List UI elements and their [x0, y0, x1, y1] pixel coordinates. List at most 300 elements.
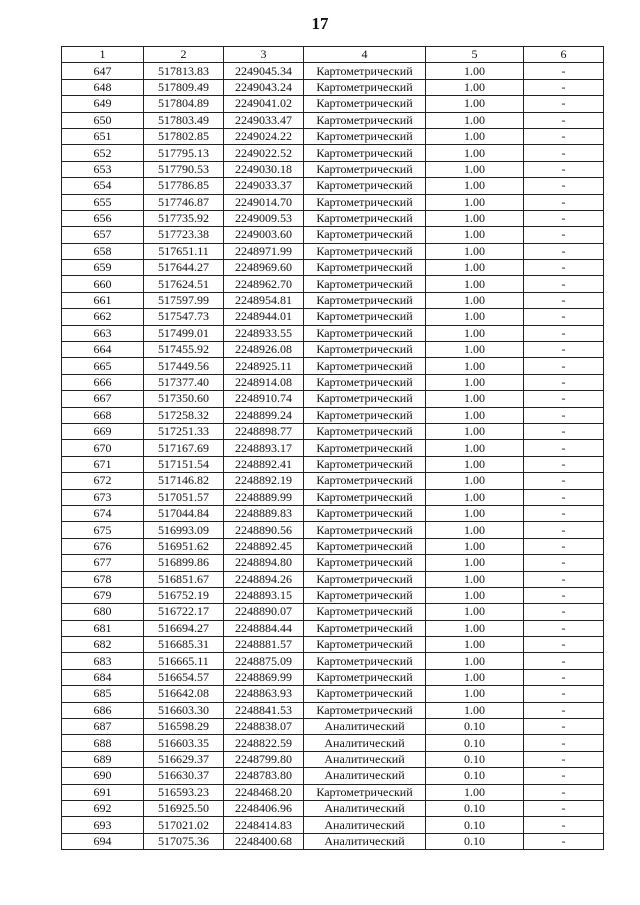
table-row — [62, 358, 604, 374]
method-cell: Картометрический — [304, 637, 426, 653]
accuracy-cell: 1.00 — [426, 178, 524, 194]
y-coordinate-cell: 2248914.08 — [224, 374, 304, 390]
y-coordinate-cell: 2249033.37 — [224, 178, 304, 194]
accuracy-cell: 1.00 — [426, 194, 524, 210]
description-cell: - — [524, 243, 604, 259]
point-number-cell: 681 — [62, 620, 144, 636]
y-coordinate-cell: 2248400.68 — [224, 833, 304, 849]
table-row — [62, 587, 604, 603]
table-row — [62, 423, 604, 439]
x-coordinate-cell: 517735.92 — [144, 210, 224, 226]
point-number-cell: 692 — [62, 800, 144, 816]
description-cell: - — [524, 407, 604, 423]
table-row — [62, 751, 604, 767]
table-row — [62, 63, 604, 79]
x-coordinate-cell: 516598.29 — [144, 719, 224, 735]
point-number-cell: 653 — [62, 161, 144, 177]
table-row — [62, 637, 604, 653]
point-number-cell: 680 — [62, 604, 144, 620]
y-coordinate-cell: 2248822.59 — [224, 735, 304, 751]
table-row — [62, 374, 604, 390]
description-cell: - — [524, 571, 604, 587]
description-cell: - — [524, 325, 604, 341]
point-number-cell: 687 — [62, 719, 144, 735]
method-cell: Картометрический — [304, 161, 426, 177]
x-coordinate-cell: 516899.86 — [144, 555, 224, 571]
method-cell: Картометрический — [304, 407, 426, 423]
point-number-cell: 658 — [62, 243, 144, 259]
table-row — [62, 276, 604, 292]
y-coordinate-cell: 2249003.60 — [224, 227, 304, 243]
description-cell: - — [524, 702, 604, 718]
method-cell: Картометрический — [304, 555, 426, 571]
point-number-cell: 657 — [62, 227, 144, 243]
x-coordinate-cell: 516722.17 — [144, 604, 224, 620]
table-row — [62, 833, 604, 849]
x-coordinate-cell: 517802.85 — [144, 128, 224, 144]
column-header-6: 6 — [524, 47, 604, 63]
y-coordinate-cell: 2248890.07 — [224, 604, 304, 620]
y-coordinate-cell: 2248962.70 — [224, 276, 304, 292]
y-coordinate-cell: 2248971.99 — [224, 243, 304, 259]
x-coordinate-cell: 517044.84 — [144, 505, 224, 521]
description-cell: - — [524, 358, 604, 374]
accuracy-cell: 1.00 — [426, 128, 524, 144]
point-number-cell: 671 — [62, 456, 144, 472]
x-coordinate-cell: 517803.49 — [144, 112, 224, 128]
y-coordinate-cell: 2248944.01 — [224, 309, 304, 325]
method-cell: Аналитический — [304, 719, 426, 735]
point-number-cell: 650 — [62, 112, 144, 128]
point-number-cell: 660 — [62, 276, 144, 292]
y-coordinate-cell: 2248894.80 — [224, 555, 304, 571]
y-coordinate-cell: 2248468.20 — [224, 784, 304, 800]
x-coordinate-cell: 516752.19 — [144, 587, 224, 603]
point-number-cell: 694 — [62, 833, 144, 849]
method-cell: Картометрический — [304, 79, 426, 95]
x-coordinate-cell: 516603.35 — [144, 735, 224, 751]
accuracy-cell: 1.00 — [426, 391, 524, 407]
column-header-1: 1 — [62, 47, 144, 63]
y-coordinate-cell: 2248910.74 — [224, 391, 304, 407]
description-cell: - — [524, 276, 604, 292]
point-number-cell: 663 — [62, 325, 144, 341]
accuracy-cell: 1.00 — [426, 571, 524, 587]
accuracy-cell: 1.00 — [426, 145, 524, 161]
method-cell: Картометрический — [304, 473, 426, 489]
point-number-cell: 691 — [62, 784, 144, 800]
method-cell: Картометрический — [304, 653, 426, 669]
accuracy-cell: 1.00 — [426, 555, 524, 571]
x-coordinate-cell: 517809.49 — [144, 79, 224, 95]
accuracy-cell: 1.00 — [426, 358, 524, 374]
point-number-cell: 648 — [62, 79, 144, 95]
y-coordinate-cell: 2248893.15 — [224, 587, 304, 603]
accuracy-cell: 1.00 — [426, 292, 524, 308]
point-number-cell: 679 — [62, 587, 144, 603]
method-cell: Картометрический — [304, 374, 426, 390]
description-cell: - — [524, 374, 604, 390]
table-row — [62, 342, 604, 358]
x-coordinate-cell: 517624.51 — [144, 276, 224, 292]
table-row — [62, 538, 604, 554]
point-number-cell: 678 — [62, 571, 144, 587]
point-number-cell: 659 — [62, 260, 144, 276]
table-row — [62, 194, 604, 210]
accuracy-cell: 1.00 — [426, 374, 524, 390]
description-cell: - — [524, 719, 604, 735]
method-cell: Аналитический — [304, 751, 426, 767]
point-number-cell: 661 — [62, 292, 144, 308]
method-cell: Аналитический — [304, 833, 426, 849]
description-cell: - — [524, 604, 604, 620]
method-cell: Картометрический — [304, 178, 426, 194]
point-number-cell: 673 — [62, 489, 144, 505]
x-coordinate-cell: 517644.27 — [144, 260, 224, 276]
accuracy-cell: 0.10 — [426, 800, 524, 816]
table-row — [62, 325, 604, 341]
accuracy-cell: 1.00 — [426, 620, 524, 636]
table-row — [62, 620, 604, 636]
x-coordinate-cell: 516642.08 — [144, 686, 224, 702]
point-number-cell: 654 — [62, 178, 144, 194]
x-coordinate-cell: 517449.56 — [144, 358, 224, 374]
method-cell: Картометрический — [304, 456, 426, 472]
x-coordinate-cell: 517651.11 — [144, 243, 224, 259]
x-coordinate-cell: 516593.23 — [144, 784, 224, 800]
table-row — [62, 227, 604, 243]
description-cell: - — [524, 145, 604, 161]
table-row — [62, 112, 604, 128]
table-row — [62, 456, 604, 472]
accuracy-cell: 1.00 — [426, 686, 524, 702]
table-row — [62, 768, 604, 784]
point-number-cell: 688 — [62, 735, 144, 751]
x-coordinate-cell: 516993.09 — [144, 522, 224, 538]
description-cell: - — [524, 79, 604, 95]
x-coordinate-cell: 516654.57 — [144, 669, 224, 685]
table-row — [62, 604, 604, 620]
description-cell: - — [524, 178, 604, 194]
table-row — [62, 817, 604, 833]
table-row — [62, 407, 604, 423]
description-cell: - — [524, 440, 604, 456]
description-cell: - — [524, 800, 604, 816]
y-coordinate-cell: 2249043.24 — [224, 79, 304, 95]
method-cell: Картометрический — [304, 587, 426, 603]
description-cell: - — [524, 96, 604, 112]
method-cell: Аналитический — [304, 817, 426, 833]
x-coordinate-cell: 517746.87 — [144, 194, 224, 210]
method-cell: Картометрический — [304, 505, 426, 521]
table-row — [62, 522, 604, 538]
point-number-cell: 690 — [62, 768, 144, 784]
method-cell: Картометрический — [304, 358, 426, 374]
x-coordinate-cell: 517377.40 — [144, 374, 224, 390]
point-number-cell: 675 — [62, 522, 144, 538]
point-number-cell: 667 — [62, 391, 144, 407]
y-coordinate-cell: 2248898.77 — [224, 423, 304, 439]
point-number-cell: 685 — [62, 686, 144, 702]
accuracy-cell: 1.00 — [426, 456, 524, 472]
coordinates-table — [61, 46, 604, 850]
x-coordinate-cell: 517723.38 — [144, 227, 224, 243]
description-cell: - — [524, 817, 604, 833]
x-coordinate-cell: 517051.57 — [144, 489, 224, 505]
point-number-cell: 665 — [62, 358, 144, 374]
y-coordinate-cell: 2248841.53 — [224, 702, 304, 718]
accuracy-cell: 1.00 — [426, 637, 524, 653]
method-cell: Картометрический — [304, 604, 426, 620]
x-coordinate-cell: 516665.11 — [144, 653, 224, 669]
y-coordinate-cell: 2248892.45 — [224, 538, 304, 554]
y-coordinate-cell: 2249033.47 — [224, 112, 304, 128]
point-number-cell: 651 — [62, 128, 144, 144]
table-row — [62, 128, 604, 144]
table-row — [62, 653, 604, 669]
table-row — [62, 96, 604, 112]
accuracy-cell: 1.00 — [426, 784, 524, 800]
y-coordinate-cell: 2248925.11 — [224, 358, 304, 374]
method-cell: Картометрический — [304, 522, 426, 538]
method-cell: Картометрический — [304, 342, 426, 358]
accuracy-cell: 1.00 — [426, 243, 524, 259]
y-coordinate-cell: 2249014.70 — [224, 194, 304, 210]
description-cell: - — [524, 260, 604, 276]
page-number: 17 — [311, 14, 329, 33]
table-header-row — [62, 47, 604, 63]
x-coordinate-cell: 517804.89 — [144, 96, 224, 112]
description-cell: - — [524, 637, 604, 653]
accuracy-cell: 1.00 — [426, 227, 524, 243]
x-coordinate-cell: 516951.62 — [144, 538, 224, 554]
point-number-cell: 655 — [62, 194, 144, 210]
y-coordinate-cell: 2248783.80 — [224, 768, 304, 784]
accuracy-cell: 1.00 — [426, 587, 524, 603]
method-cell: Картометрический — [304, 63, 426, 79]
method-cell: Аналитический — [304, 800, 426, 816]
description-cell: - — [524, 63, 604, 79]
description-cell: - — [524, 686, 604, 702]
y-coordinate-cell: 2248869.99 — [224, 669, 304, 685]
x-coordinate-cell: 516694.27 — [144, 620, 224, 636]
method-cell: Картометрический — [304, 423, 426, 439]
point-number-cell: 664 — [62, 342, 144, 358]
y-coordinate-cell: 2248890.56 — [224, 522, 304, 538]
y-coordinate-cell: 2248926.08 — [224, 342, 304, 358]
description-cell: - — [524, 456, 604, 472]
description-cell: - — [524, 342, 604, 358]
column-header-5: 5 — [426, 47, 524, 63]
method-cell: Картометрический — [304, 96, 426, 112]
accuracy-cell: 1.00 — [426, 538, 524, 554]
accuracy-cell: 0.10 — [426, 833, 524, 849]
point-number-cell: 662 — [62, 309, 144, 325]
accuracy-cell: 1.00 — [426, 210, 524, 226]
method-cell: Аналитический — [304, 768, 426, 784]
table-row — [62, 440, 604, 456]
point-number-cell: 672 — [62, 473, 144, 489]
accuracy-cell: 0.10 — [426, 768, 524, 784]
table-row — [62, 571, 604, 587]
table-row — [62, 784, 604, 800]
table-row — [62, 719, 604, 735]
y-coordinate-cell: 2248899.24 — [224, 407, 304, 423]
point-number-cell: 666 — [62, 374, 144, 390]
point-number-cell: 693 — [62, 817, 144, 833]
accuracy-cell: 1.00 — [426, 325, 524, 341]
description-cell: - — [524, 309, 604, 325]
description-cell: - — [524, 653, 604, 669]
y-coordinate-cell: 2248889.83 — [224, 505, 304, 521]
y-coordinate-cell: 2248406.96 — [224, 800, 304, 816]
column-header-3: 3 — [224, 47, 304, 63]
accuracy-cell: 0.10 — [426, 735, 524, 751]
y-coordinate-cell: 2248892.19 — [224, 473, 304, 489]
table-row — [62, 145, 604, 161]
method-cell: Аналитический — [304, 735, 426, 751]
table-row — [62, 735, 604, 751]
table-row — [62, 210, 604, 226]
table-body — [62, 63, 604, 850]
description-cell: - — [524, 620, 604, 636]
method-cell: Картометрический — [304, 489, 426, 505]
point-number-cell: 684 — [62, 669, 144, 685]
description-cell: - — [524, 161, 604, 177]
y-coordinate-cell: 2248894.26 — [224, 571, 304, 587]
x-coordinate-cell: 517795.13 — [144, 145, 224, 161]
accuracy-cell: 0.10 — [426, 751, 524, 767]
accuracy-cell: 1.00 — [426, 112, 524, 128]
method-cell: Картометрический — [304, 112, 426, 128]
accuracy-cell: 1.00 — [426, 79, 524, 95]
y-coordinate-cell: 2248863.93 — [224, 686, 304, 702]
method-cell: Картометрический — [304, 686, 426, 702]
description-cell: - — [524, 473, 604, 489]
table-row — [62, 243, 604, 259]
x-coordinate-cell: 517547.73 — [144, 309, 224, 325]
x-coordinate-cell: 517813.83 — [144, 63, 224, 79]
y-coordinate-cell: 2248414.83 — [224, 817, 304, 833]
accuracy-cell: 1.00 — [426, 440, 524, 456]
description-cell: - — [524, 833, 604, 849]
method-cell: Картометрический — [304, 260, 426, 276]
point-number-cell: 677 — [62, 555, 144, 571]
accuracy-cell: 0.10 — [426, 817, 524, 833]
point-number-cell: 669 — [62, 423, 144, 439]
table-row — [62, 473, 604, 489]
accuracy-cell: 1.00 — [426, 473, 524, 489]
description-cell: - — [524, 423, 604, 439]
y-coordinate-cell: 2248954.81 — [224, 292, 304, 308]
point-number-cell: 686 — [62, 702, 144, 718]
description-cell: - — [524, 522, 604, 538]
point-number-cell: 676 — [62, 538, 144, 554]
accuracy-cell: 1.00 — [426, 407, 524, 423]
accuracy-cell: 1.00 — [426, 96, 524, 112]
description-cell: - — [524, 505, 604, 521]
description-cell: - — [524, 210, 604, 226]
accuracy-cell: 1.00 — [426, 423, 524, 439]
accuracy-cell: 1.00 — [426, 505, 524, 521]
method-cell: Картометрический — [304, 145, 426, 161]
description-cell: - — [524, 735, 604, 751]
method-cell: Картометрический — [304, 571, 426, 587]
accuracy-cell: 1.00 — [426, 604, 524, 620]
column-header-2: 2 — [144, 47, 224, 63]
x-coordinate-cell: 516629.37 — [144, 751, 224, 767]
y-coordinate-cell: 2249022.52 — [224, 145, 304, 161]
column-header-4: 4 — [304, 47, 426, 63]
table-row — [62, 292, 604, 308]
y-coordinate-cell: 2248892.41 — [224, 456, 304, 472]
method-cell: Картометрический — [304, 784, 426, 800]
y-coordinate-cell: 2249045.34 — [224, 63, 304, 79]
table-row — [62, 686, 604, 702]
method-cell: Картометрический — [304, 325, 426, 341]
x-coordinate-cell: 517790.53 — [144, 161, 224, 177]
x-coordinate-cell: 517597.99 — [144, 292, 224, 308]
y-coordinate-cell: 2249030.18 — [224, 161, 304, 177]
accuracy-cell: 1.00 — [426, 276, 524, 292]
y-coordinate-cell: 2249009.53 — [224, 210, 304, 226]
table-row — [62, 505, 604, 521]
y-coordinate-cell: 2248969.60 — [224, 260, 304, 276]
method-cell: Картометрический — [304, 702, 426, 718]
accuracy-cell: 1.00 — [426, 63, 524, 79]
x-coordinate-cell: 517499.01 — [144, 325, 224, 341]
description-cell: - — [524, 391, 604, 407]
accuracy-cell: 1.00 — [426, 161, 524, 177]
method-cell: Картометрический — [304, 210, 426, 226]
y-coordinate-cell: 2248875.09 — [224, 653, 304, 669]
accuracy-cell: 1.00 — [426, 489, 524, 505]
point-number-cell: 649 — [62, 96, 144, 112]
method-cell: Картометрический — [304, 194, 426, 210]
point-number-cell: 668 — [62, 407, 144, 423]
y-coordinate-cell: 2248933.55 — [224, 325, 304, 341]
description-cell: - — [524, 292, 604, 308]
point-number-cell: 647 — [62, 63, 144, 79]
description-cell: - — [524, 112, 604, 128]
description-cell: - — [524, 227, 604, 243]
table-row — [62, 800, 604, 816]
point-number-cell: 656 — [62, 210, 144, 226]
accuracy-cell: 1.00 — [426, 260, 524, 276]
point-number-cell: 670 — [62, 440, 144, 456]
table-row — [62, 79, 604, 95]
table-row — [62, 555, 604, 571]
accuracy-cell: 1.00 — [426, 522, 524, 538]
point-number-cell: 683 — [62, 653, 144, 669]
method-cell: Картометрический — [304, 620, 426, 636]
accuracy-cell: 1.00 — [426, 653, 524, 669]
table-row — [62, 391, 604, 407]
method-cell: Картометрический — [304, 669, 426, 685]
y-coordinate-cell: 2248799.80 — [224, 751, 304, 767]
description-cell: - — [524, 555, 604, 571]
y-coordinate-cell: 2248884.44 — [224, 620, 304, 636]
x-coordinate-cell: 517251.33 — [144, 423, 224, 439]
y-coordinate-cell: 2248893.17 — [224, 440, 304, 456]
method-cell: Картометрический — [304, 440, 426, 456]
table-row — [62, 178, 604, 194]
x-coordinate-cell: 517167.69 — [144, 440, 224, 456]
y-coordinate-cell: 2249024.22 — [224, 128, 304, 144]
x-coordinate-cell: 517151.54 — [144, 456, 224, 472]
x-coordinate-cell: 517350.60 — [144, 391, 224, 407]
method-cell: Картометрический — [304, 227, 426, 243]
